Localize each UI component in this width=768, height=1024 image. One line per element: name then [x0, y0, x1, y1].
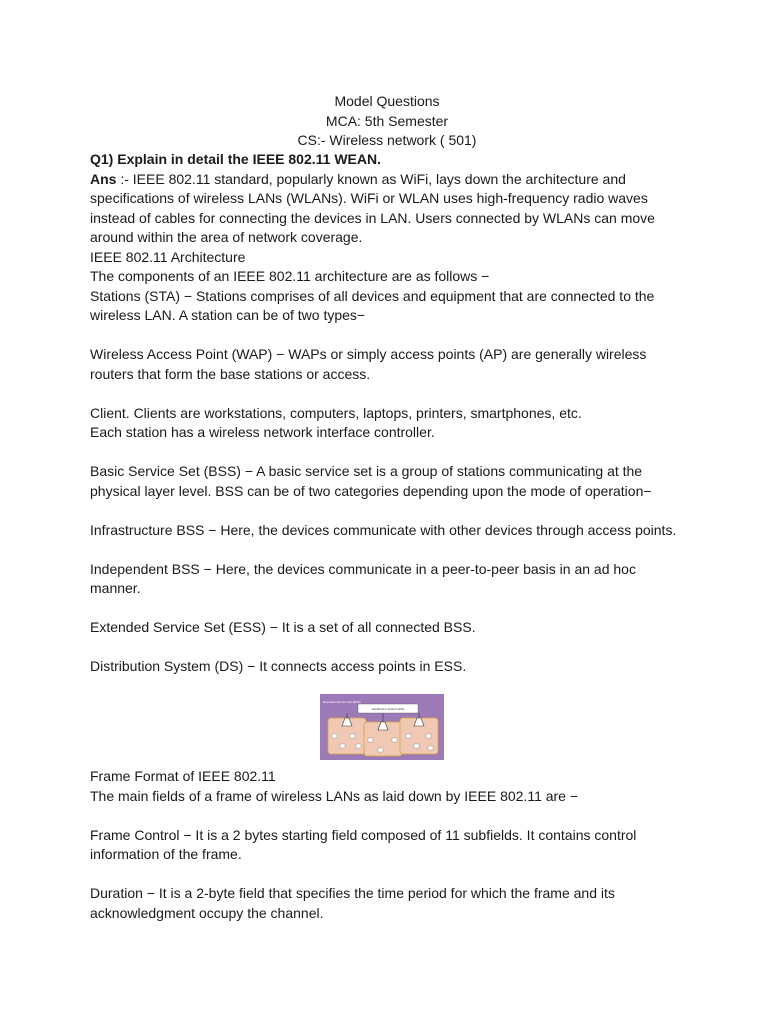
station-icon: [426, 734, 431, 738]
answer-label: Ans: [90, 170, 117, 187]
station-icon: [378, 748, 383, 752]
station-icon: [414, 744, 419, 748]
stations-paragraph: Stations (STA) − Stations comprises of all devices and equipment that are connected to the wireless LAN. A station can be of two types−: [90, 287, 655, 323]
frame-format-block: [90, 767, 690, 923]
ess-paragraph: Extended Service Set (ESS) − It is a set of all connected BSS.: [90, 619, 476, 635]
architecture-heading: IEEE 802.11 Architecture: [90, 248, 246, 265]
frame-format-intro: The main fields of a frame of wireless LANs as laid down by IEEE 802.11 are −: [90, 787, 579, 804]
station-icon: [392, 738, 397, 742]
ess-label: Extended Service Set (ESS): [323, 700, 361, 704]
station-icon: [340, 744, 345, 748]
architecture-diagram: [320, 694, 444, 760]
architecture-intro: The components of an IEEE 802.11 architecture are as follows −: [90, 268, 490, 284]
answer-text: :- IEEE 802.11 standard, popularly known as WiFi, lays down the architecture and specifications of wireless LANs (WLANs). WiFi or WLAN uses high-frequency radio waves instead of cables for connecting the devices in LAN. Users connected by WLANs can move around within the area of network coverage.: [90, 170, 655, 245]
answer-block: [90, 150, 690, 677]
station-icon: [350, 734, 355, 738]
infrastructure-bss-paragraph: Infrastructure BSS − Here, the devices communicate with other devices through access points.: [90, 521, 677, 538]
wap-paragraph: Wireless Access Point (WAP) − WAPs or simply access points (AP) are generally wireless routers that form the base stations or access.: [90, 346, 647, 382]
ds-label: Distribution System (DS): [371, 707, 405, 711]
architecture-diagram-svg: [320, 694, 444, 760]
station-icon: [406, 734, 411, 738]
header-course: MCA: 5th Semester: [325, 112, 449, 129]
document-header: [0, 92, 768, 151]
station-icon: [428, 746, 433, 750]
client-paragraph: Client. Clients are workstations, computers, laptops, printers, smartphones, etc.: [90, 404, 582, 421]
station-icon: [332, 734, 337, 738]
station-icon: [356, 744, 361, 748]
duration-paragraph: Duration − It is a 2-byte field that specifies the time period for which the frame and its acknowledgment occupy the channel.: [90, 885, 615, 921]
frame-control-paragraph: Frame Control − It is a 2 bytes starting field composed of 11 subfields. It contains control information of the frame.: [90, 826, 637, 862]
bss-paragraph: Basic Service Set (BSS) − A basic service set is a group of stations communicating at the physical layer level. BSS can be of two categories depending upon the mode of operation−: [90, 463, 652, 499]
header-subject: CS:- Wireless network ( 501): [297, 132, 477, 148]
header-title: Model Questions: [334, 93, 440, 109]
ds-paragraph: Distribution System (DS) − It connects access points in ESS.: [90, 658, 467, 674]
station-icon: [368, 738, 373, 742]
nic-paragraph: Each station has a wireless network interface controller.: [90, 424, 435, 440]
answer-paragraph: [90, 170, 690, 248]
independent-bss-paragraph: Independent BSS − Here, the devices communicate in a peer-to-peer basis in an ad hoc manner.: [90, 560, 636, 596]
frame-format-heading: Frame Format of IEEE 802.11: [90, 768, 276, 784]
question-heading: Q1) Explain in detail the IEEE 802.11 WEAN.: [90, 151, 381, 167]
